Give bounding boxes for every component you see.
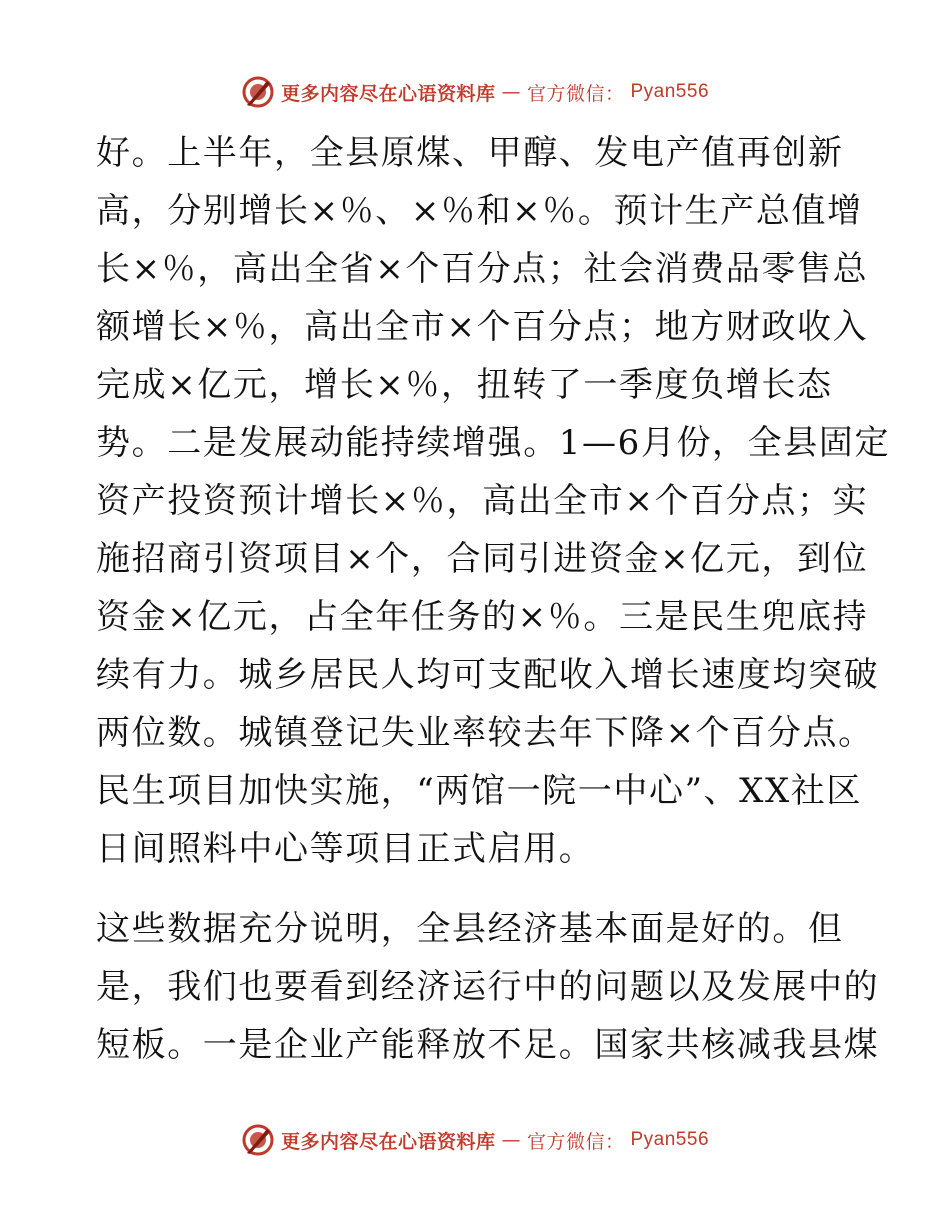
text-line: 民生项目加快实施，“两馆一院一中心”、XX社区 (96, 771, 862, 811)
text-line: 续有力。城乡居民人均可支配收入增长速度均突破 (96, 655, 880, 695)
text-line: 短板。一是企业产能释放不足。国家共核减我县煤 (96, 1025, 880, 1065)
text-line: 施招商引资项目×个，合同引进资金×亿元，到位 (96, 539, 869, 579)
footer-separator: — (501, 1129, 521, 1151)
text-line: 额增长×％，高出全市×个百分点；地方财政收入 (96, 307, 869, 347)
footer-watermark-banner (0, 1120, 950, 1160)
text-line: 日间照料中心等项目正式启用。 (96, 829, 595, 869)
text-line: 高，分别增长×％、×％和×％。预计生产总值增 (96, 191, 863, 231)
document-body (96, 124, 891, 1074)
text-line: 是，我们也要看到经济运行中的问题以及发展中的 (96, 967, 880, 1007)
paragraph-2 (96, 900, 880, 1074)
header-watermark-banner (0, 72, 950, 112)
paragraph-spacer (96, 878, 856, 900)
text-line: 这些数据充分说明，全县经济基本面是好的。但 (96, 909, 844, 949)
paragraph-1 (96, 124, 891, 878)
header-wechat-handle: Pyan556 (630, 81, 710, 102)
footer-official-label: 官方微信： (526, 1130, 625, 1153)
text-line: 长×％，高出全省×个百分点；社会消费品零售总 (96, 249, 869, 289)
header-separator: — (501, 81, 521, 103)
quill-seal-icon (241, 75, 275, 109)
text-line: 势。二是发展动能持续增强。1—6月份，全县固定 (96, 423, 891, 463)
text-line: 两位数。城镇登记失业率较去年下降×个百分点。 (96, 713, 874, 753)
text-line: 完成×亿元，增长×％，扭转了一季度负增长态 (96, 365, 833, 405)
text-line: 资金×亿元，占全年任务的×％。三是民生兜底持 (96, 597, 869, 637)
text-line: 资产投资预计增长×％，高出全市×个百分点；实 (96, 481, 869, 521)
footer-brand-text: 更多内容尽在心语资料库 (280, 1130, 496, 1153)
quill-seal-icon (241, 1123, 275, 1157)
header-brand-text: 更多内容尽在心语资料库 (280, 82, 496, 105)
text-line: 好。上半年，全县原煤、甲醇、发电产值再创新 (96, 133, 844, 173)
footer-wechat-handle: Pyan556 (630, 1129, 710, 1150)
header-official-label: 官方微信： (526, 82, 625, 105)
